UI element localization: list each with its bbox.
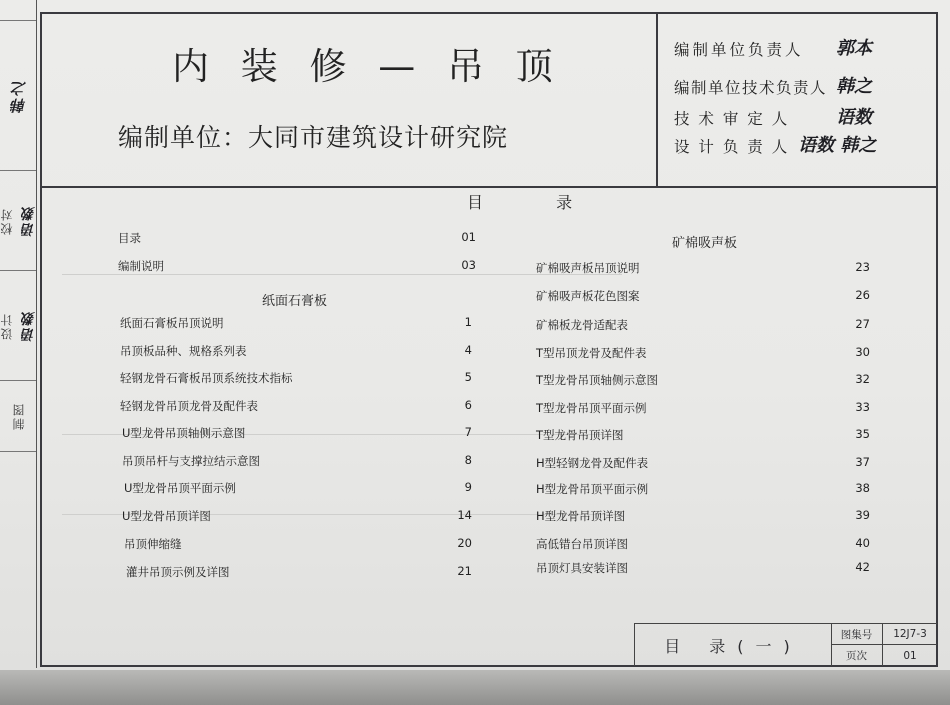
toc-entry-page: 30: [855, 345, 870, 359]
toc-entry[interactable]: [124, 480, 472, 498]
toc-entry[interactable]: [536, 372, 870, 390]
toc-entry-label: 纸面石膏板吊顶说明: [120, 316, 224, 330]
toc-entry-label: 吊顶板品种、规格系列表: [120, 344, 247, 358]
toc-entry[interactable]: [124, 536, 472, 554]
strip-cell-3: [0, 270, 36, 381]
toc-entry[interactable]: [120, 398, 472, 416]
toc-entry[interactable]: [120, 343, 472, 361]
section-heading-gypsum: 纸面石膏板: [262, 294, 328, 309]
toc-entry[interactable]: [536, 508, 870, 526]
toc-entry-label: 矿棉板龙骨适配表: [536, 318, 628, 332]
toc-entry[interactable]: [536, 560, 870, 578]
title-block: [634, 623, 937, 666]
drawing-frame: [40, 12, 938, 667]
left-binding-strip: [0, 0, 37, 668]
strip-label-check: 校对: [0, 207, 14, 235]
toc-entry[interactable]: [122, 425, 472, 443]
toc-heading: 目 录: [467, 193, 607, 212]
strip-label-design: 设计: [0, 312, 14, 340]
strip-signature-design: 语数: [20, 310, 37, 342]
toc-entry-page: 33: [855, 400, 870, 414]
toc-entry-page: 1: [464, 315, 472, 329]
compiling-unit: 编制单位：大同市建筑设计研究院: [118, 123, 509, 152]
toc-entry[interactable]: [536, 317, 870, 335]
toc-entry-page: 20: [457, 536, 472, 550]
toc-entry[interactable]: [118, 230, 476, 248]
toc-entry-label: U型龙骨吊顶详图: [122, 509, 211, 523]
toc-entry-page: 35: [855, 427, 870, 441]
toc-entry-label: 灌井吊顶示例及详图: [126, 565, 230, 579]
strip-cell-4: [0, 380, 36, 452]
toc-entry-label: 矿棉吸声板花色图案: [536, 289, 640, 303]
toc-entry-page: 39: [855, 508, 870, 522]
resp-signature-2: 韩之: [836, 76, 872, 97]
toc-entry-page: 27: [855, 317, 870, 331]
toc-entry-page: 32: [855, 372, 870, 386]
toc-entry-label: 轻钢龙骨吊顶龙骨及配件表: [120, 399, 258, 413]
toc-entry-page: 26: [855, 288, 870, 302]
toc-entry[interactable]: [536, 536, 870, 554]
toc-entry-label: H型龙骨吊顶详图: [536, 509, 626, 523]
toc-entry-page: 23: [855, 260, 870, 274]
toc-entry[interactable]: [536, 427, 870, 445]
toc-entry-label: 吊顶灯具安装详图: [536, 561, 628, 575]
sheet-name: 目 录(一): [635, 624, 832, 666]
toc-entry[interactable]: [536, 288, 870, 306]
toc-entry[interactable]: [120, 370, 472, 388]
resp-role-2: 编制单位技术负责人: [674, 79, 828, 97]
toc-entry-label: T型龙骨吊顶详图: [536, 428, 624, 442]
strip-cell-1: [0, 20, 36, 171]
toc-entry-label: T型吊顶龙骨及配件表: [536, 346, 647, 360]
toc-entry[interactable]: [536, 260, 870, 278]
toc-entry-page: 37: [855, 455, 870, 469]
toc-entry-label: 矿棉吸声板吊顶说明: [536, 261, 640, 275]
toc-entry-page: 21: [457, 564, 472, 578]
toc-entry[interactable]: [118, 258, 476, 276]
toc-entry-label: 高低错台吊顶详图: [536, 537, 628, 551]
toc-entry-label: 目录: [118, 231, 141, 245]
toc-entry[interactable]: [126, 564, 472, 582]
header-row: [42, 14, 936, 188]
toc-entry-label: 编制说明: [118, 259, 164, 273]
toc-entry-page: 14: [457, 508, 472, 522]
resp-role-1: 编制单位负责人: [674, 41, 804, 59]
toc-entry[interactable]: [120, 315, 472, 333]
toc-entry[interactable]: [122, 453, 472, 471]
strip-cell-2: [0, 170, 36, 271]
page-number-label: 页次: [831, 645, 883, 666]
toc-entry-label: U型龙骨吊顶平面示例: [124, 481, 236, 495]
toc-entry[interactable]: [536, 455, 870, 473]
toc-entry-label: H型轻钢龙骨及配件表: [536, 456, 649, 470]
resp-role-3: 技 术 审 定 人: [674, 110, 790, 128]
toc-entry-page: 8: [464, 453, 472, 467]
section-heading-mineral-wool: 矿棉吸声板: [672, 236, 738, 251]
strip-signature-1: 韩之: [9, 79, 28, 113]
resp-signature-1: 郭本: [836, 38, 872, 59]
responsibility-box: [656, 14, 938, 186]
toc-entry-page: 38: [855, 481, 870, 495]
toc-entry-page: 5: [464, 370, 472, 384]
resp-role-4: 设 计 负 责 人: [674, 138, 790, 156]
strip-signature-check: 语数: [20, 205, 37, 237]
toc-entry-page: 9: [464, 480, 472, 494]
toc-entry-page: 4: [464, 343, 472, 357]
toc-entry-label: 轻钢龙骨石膏板吊顶系统技术指标: [120, 371, 293, 385]
toc-entry-page: 03: [461, 258, 476, 272]
atlas-number-value: 12J7-3: [883, 624, 937, 645]
toc-entry[interactable]: [536, 481, 870, 499]
atlas-number-label: 图集号: [831, 624, 883, 645]
toc-entry-page: 42: [855, 560, 870, 574]
toc-entry-label: 吊顶吊杆与支撑拉结示意图: [122, 454, 260, 468]
toc-entry-label: H型龙骨吊顶平面示例: [536, 482, 649, 496]
resp-signature-3: 语数: [836, 107, 872, 128]
toc-entry-label: T型龙骨吊顶轴侧示意图: [536, 373, 659, 387]
strip-label-draw: 制图: [11, 402, 26, 430]
toc-entry-label: T型龙骨吊顶平面示例: [536, 401, 647, 415]
resp-signature-4: 语数 韩之: [798, 135, 877, 156]
toc-entry[interactable]: [536, 345, 870, 363]
toc-entry[interactable]: [536, 400, 870, 418]
page-edge-shadow: [0, 670, 950, 705]
toc-entry-label: 吊顶伸缩缝: [124, 537, 182, 551]
toc-entry-page: 7: [464, 425, 472, 439]
toc-entry[interactable]: [122, 508, 472, 526]
page-title: 内 装 修 — 吊 顶: [172, 45, 563, 88]
toc-entry-page: 6: [464, 398, 472, 412]
toc-entry-page: 40: [855, 536, 870, 550]
toc-entry-page: 01: [461, 230, 476, 244]
toc-entry-label: U型龙骨吊顶轴侧示意图: [122, 426, 246, 440]
page-number-value: 01: [903, 649, 917, 662]
